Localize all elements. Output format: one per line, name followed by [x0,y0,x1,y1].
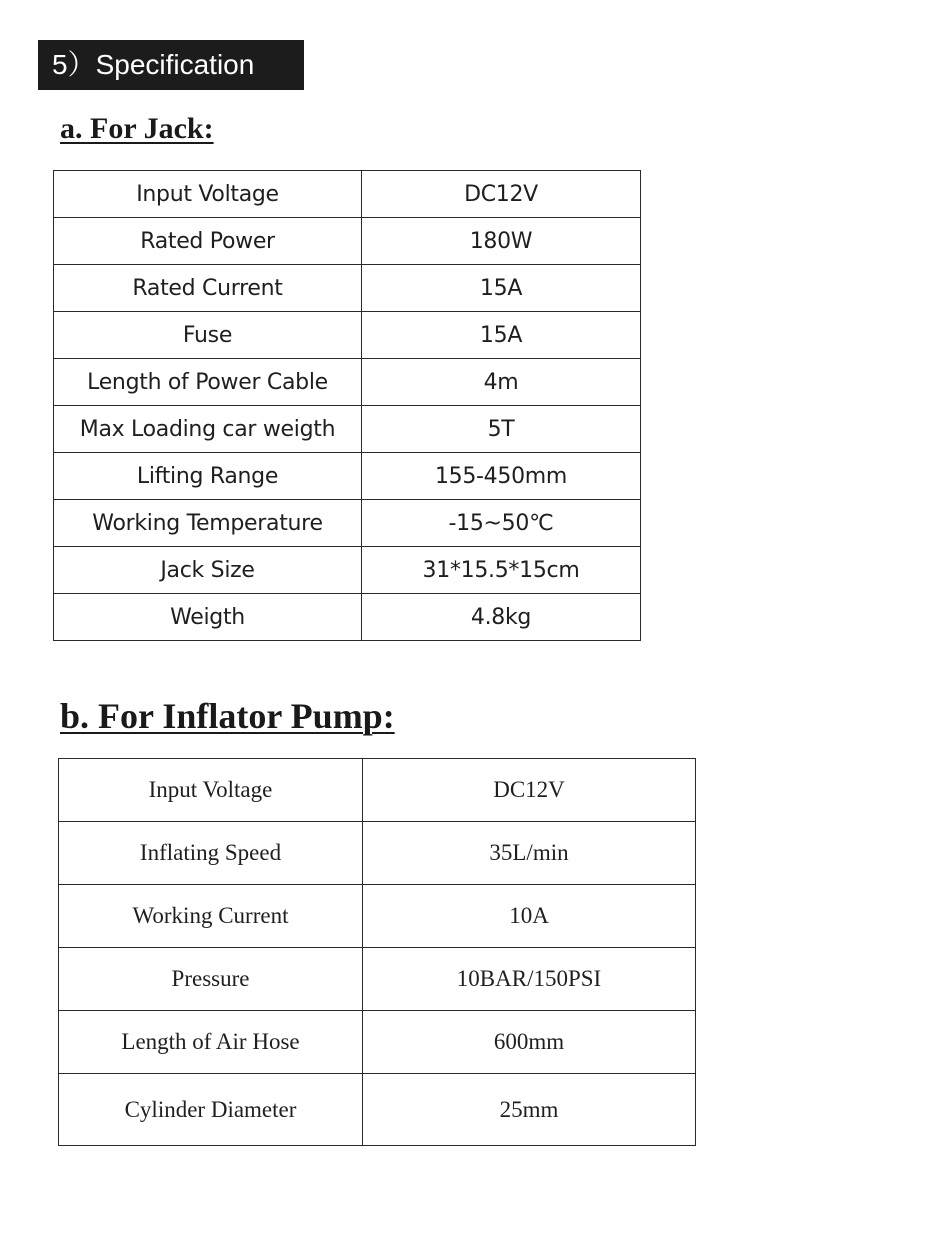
table-row [54,171,641,218]
spec-label: Working Current [59,885,363,948]
pump-spec-table [58,758,696,1146]
spec-label: Rated Power [54,218,362,265]
spec-label: Rated Current [54,265,362,312]
table-row [54,265,641,312]
table-row [54,406,641,453]
spec-value: 35L/min [363,822,696,885]
table-row [54,594,641,641]
spec-value: DC12V [363,759,696,822]
spec-value: 155-450mm [362,453,641,500]
table-row [59,885,696,948]
table-row [54,359,641,406]
spec-label: Fuse [54,312,362,359]
spec-value: 4m [362,359,641,406]
spec-label: Inflating Speed [59,822,363,885]
spec-label: Max Loading car weigth [54,406,362,453]
table-row [54,547,641,594]
table-row [54,218,641,265]
section-title: 5）Specification [38,40,304,90]
spec-value: 15A [362,312,641,359]
table-row [59,822,696,885]
spec-value: -15~50℃ [362,500,641,547]
spec-label: Input Voltage [59,759,363,822]
spec-label: Pressure [59,948,363,1011]
table-row [59,759,696,822]
spec-value: 15A [362,265,641,312]
table-row [54,500,641,547]
pump-heading: b. For Inflator Pump: [60,696,395,736]
spec-label: Working Temperature [54,500,362,547]
jack-spec-table [53,170,641,641]
spec-value: 25mm [363,1074,696,1146]
spec-value: 5T [362,406,641,453]
spec-label: Cylinder Diameter [59,1074,363,1146]
spec-value: 10A [363,885,696,948]
spec-value: 180W [362,218,641,265]
table-row [59,1011,696,1074]
table-row [54,312,641,359]
spec-value: 10BAR/150PSI [363,948,696,1011]
spec-value: 4.8kg [362,594,641,641]
table-row [54,453,641,500]
spec-label: Input Voltage [54,171,362,218]
spec-label: Jack Size [54,547,362,594]
spec-label: Length of Air Hose [59,1011,363,1074]
table-row [59,1074,696,1146]
spec-label: Weigth [54,594,362,641]
spec-value: 600mm [363,1011,696,1074]
spec-value: DC12V [362,171,641,218]
spec-label: Length of Power Cable [54,359,362,406]
table-row [59,948,696,1011]
jack-heading: a. For Jack: [60,112,214,145]
spec-value: 31*15.5*15cm [362,547,641,594]
spec-label: Lifting Range [54,453,362,500]
